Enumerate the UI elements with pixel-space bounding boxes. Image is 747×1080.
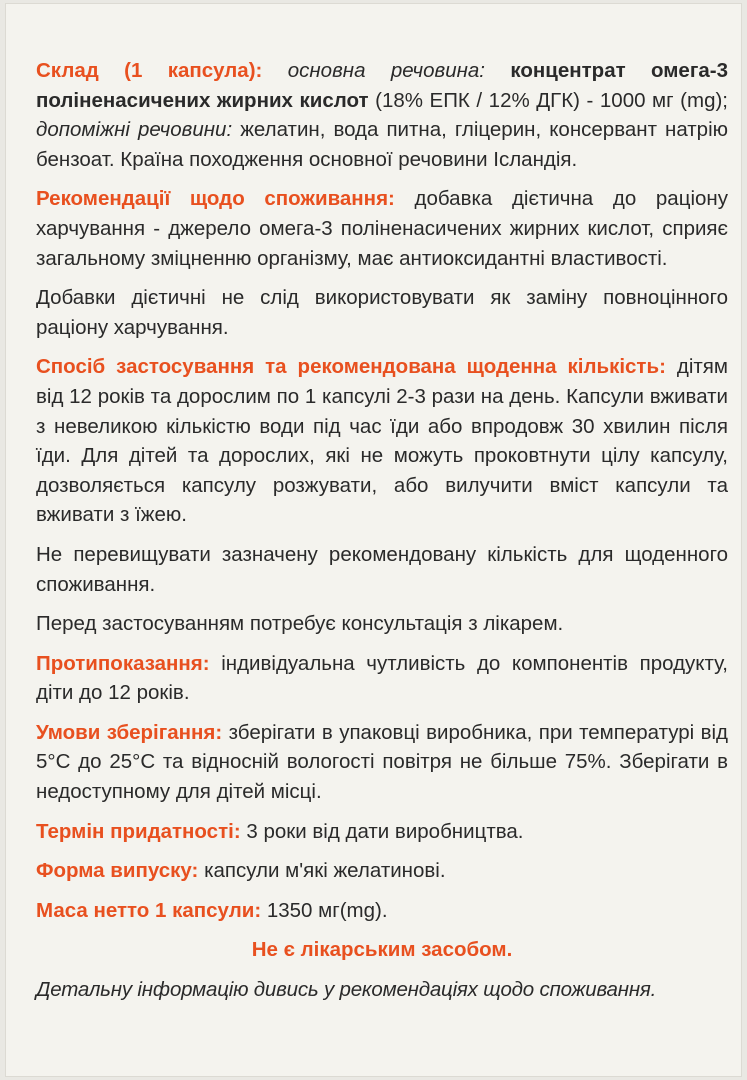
- main-substance: концентрат омега-3 поліненасичених жирних кислот: [36, 59, 728, 112]
- shelf-life-text: 3 роки від дати виробництва.: [246, 819, 524, 843]
- usage-text: дітям від 12 років та дорослим по 1 капсулі 2-3 рази на день. Капсули вживати з невеликою кількістю води під час їди або впродовж 30 хвилин після їди. Для дітей та дорослих, які не можуть проковтнути цілу капсулу, дозволяється капсулу розжувати, або вилучити вміст капсули та вживати з їжею.: [36, 355, 728, 527]
- release-form-label: Форма випуску:: [36, 859, 199, 883]
- composition-label: Склад (1 капсула):: [36, 59, 263, 82]
- contraindications-label: Протипоказання:: [36, 651, 210, 675]
- contraindications-paragraph: [36, 649, 728, 708]
- detail-note: Детальну інформацію дивись у рекомендаціях щодо споживання.: [36, 978, 657, 1002]
- recommendations-text: добавка дієтична до раціону харчування - джерело омега-3 поліненасичених жирних кислот, сприяє загальному зміцненню організму, має антиоксидантні властивості.: [36, 187, 728, 270]
- net-mass-label: Маса нетто 1 капсули:: [36, 898, 262, 922]
- storage-text: зберігати в упаковці виробника, при температурі від 5°С до 25°С та відносній вологості повітря не більше 75%. Зберігати в недоступному для дітей місці.: [36, 720, 728, 804]
- usage-label: Спосіб застосування та рекомендована щоденна кількість:: [36, 355, 666, 379]
- not-medicine-notice: Не є лікарським засобом.: [251, 938, 513, 962]
- label-panel: [6, 4, 741, 1076]
- shelf-life-paragraph: [36, 817, 728, 847]
- contraindications-text: індивідуальна чутливість до компонентів продукту, діти до 12 років.: [36, 651, 728, 705]
- recommendations-label: Рекомендації щодо споживання:: [36, 187, 395, 211]
- usage-paragraph: [36, 352, 728, 530]
- aux-substances-label: допоміжні речовини:: [36, 118, 233, 142]
- recommendations-paragraph: [36, 184, 728, 273]
- ratio-dose: (18% ЕПК / 12% ДГК) - 1000 мг (mg);: [375, 88, 728, 112]
- consult-note: Перед застосуванням потребує консультація з лікарем.: [36, 612, 564, 636]
- dose-warning: Не перевищувати зазначену рекомендовану кількість для щоденного споживання.: [36, 542, 728, 596]
- label-text: [36, 56, 728, 1015]
- net-mass-text: 1350 мг(mg).: [266, 898, 388, 922]
- composition-paragraph: [36, 56, 728, 174]
- aux-substances: желатин, вода питна, гліцерин, консервант натрію бензоат. Країна походження основної речовини Ісландія.: [36, 118, 728, 171]
- shelf-life-label: Термін придатності:: [36, 819, 241, 843]
- storage-label: Умови зберігання:: [36, 720, 223, 744]
- storage-paragraph: [36, 718, 728, 807]
- net-mass-paragraph: [36, 896, 728, 926]
- release-form-text: капсули м'які желатинові.: [204, 859, 446, 883]
- main-substance-label: основна речовина:: [287, 59, 485, 82]
- release-form-paragraph: [36, 856, 728, 886]
- replacement-warning: Добавки дієтичні не слід використовувати як заміну повноцінного раціону харчування.: [36, 286, 728, 339]
